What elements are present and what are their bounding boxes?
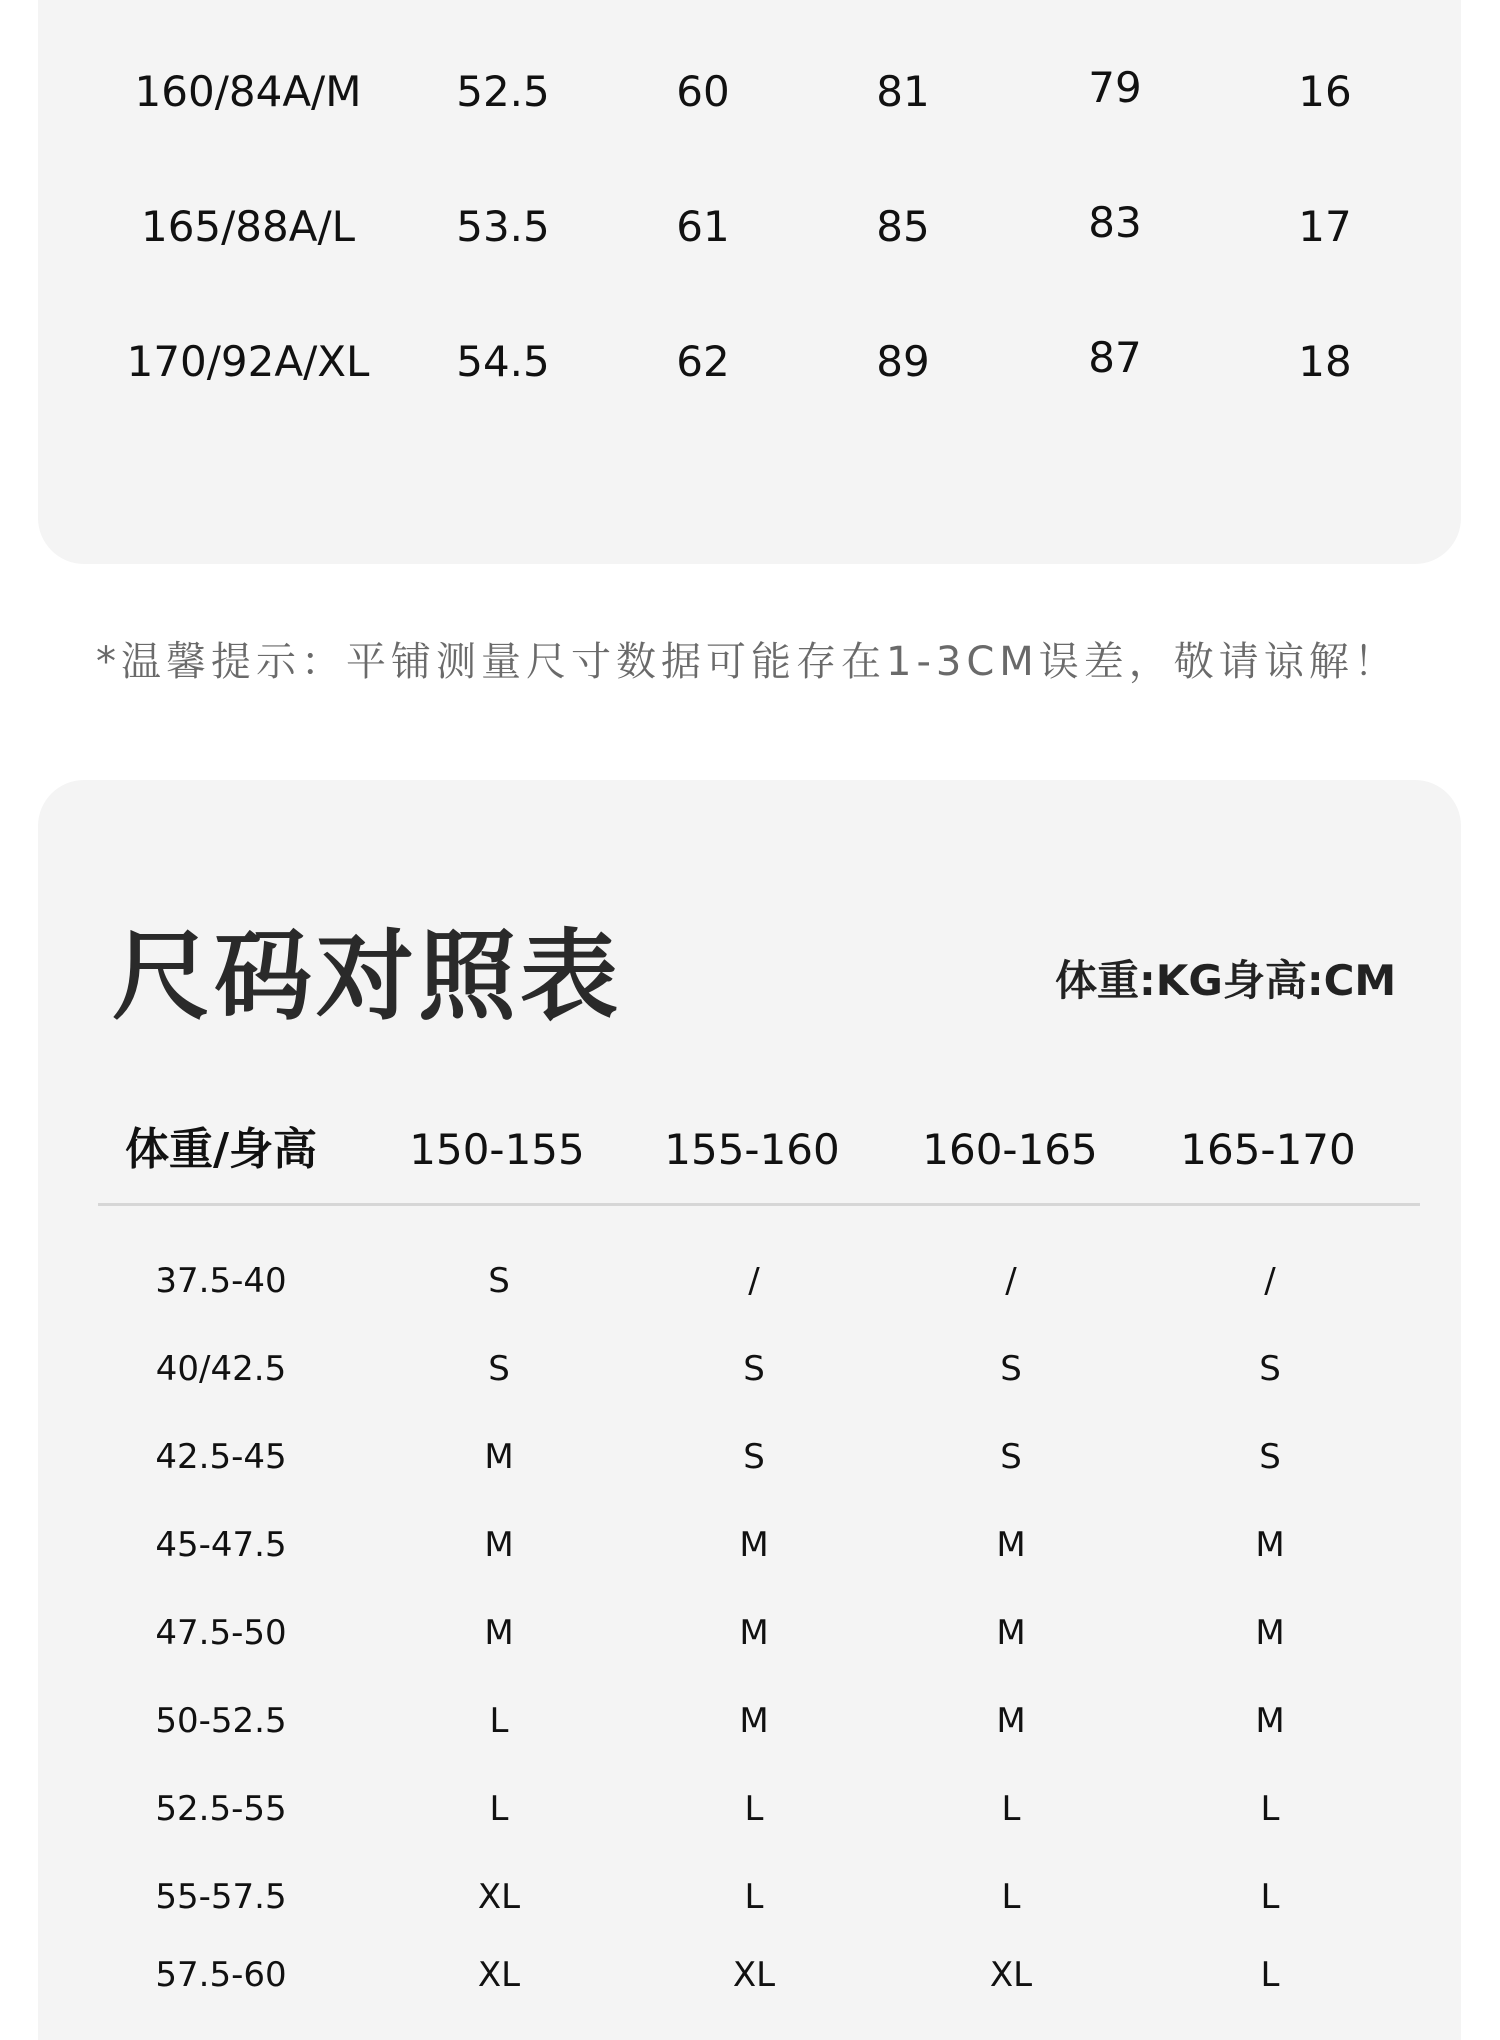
size-cell: / (748, 1261, 760, 1301)
size-cell: L (1260, 1789, 1280, 1829)
weight-range-cell: 55-57.5 (155, 1877, 287, 1917)
measurement-cell: 160/84A/M (134, 67, 362, 116)
column-header: 155-160 (664, 1125, 840, 1174)
table-row (0, 1784, 1500, 1834)
measurement-cell: 61 (676, 202, 730, 251)
size-cell: L (744, 1877, 764, 1917)
table-row (0, 1872, 1500, 1922)
page-title: 尺码对照表 (112, 920, 623, 1034)
size-cell: XL (989, 1955, 1033, 1995)
size-cell: M (996, 1525, 1026, 1565)
column-header: 150-155 (409, 1125, 585, 1174)
size-cell: L (489, 1789, 509, 1829)
size-cell: M (996, 1613, 1026, 1653)
measurement-cell: 54.5 (456, 337, 550, 386)
size-cell: M (739, 1525, 769, 1565)
size-cell: / (1264, 1261, 1276, 1301)
measurement-cell: 85 (876, 202, 930, 251)
size-cell: L (1001, 1877, 1021, 1917)
header-divider (98, 1203, 1420, 1206)
size-cell: L (489, 1701, 509, 1741)
measurement-cell: 52.5 (456, 67, 550, 116)
size-cell: S (1000, 1349, 1022, 1389)
size-cell: L (744, 1789, 764, 1829)
size-cell: L (1260, 1877, 1280, 1917)
weight-range-cell: 42.5-45 (155, 1437, 287, 1477)
units-label: 体重:KG身高:CM (1055, 956, 1397, 1005)
column-header: 160-165 (922, 1125, 1098, 1174)
table-row (0, 1950, 1500, 2000)
size-cell: XL (477, 1877, 521, 1917)
size-cell: S (1259, 1437, 1281, 1477)
measurement-cell: 79 (1088, 63, 1142, 112)
table-row (0, 1696, 1500, 1746)
column-header: 体重/身高 (124, 1124, 318, 1175)
weight-range-cell: 47.5-50 (155, 1613, 287, 1653)
size-cell: L (1260, 1955, 1280, 1995)
weight-range-cell: 50-52.5 (155, 1701, 287, 1741)
size-cell: S (1259, 1349, 1281, 1389)
size-cell: XL (732, 1955, 776, 1995)
column-header: 165-170 (1180, 1125, 1356, 1174)
measurement-row (0, 197, 1500, 257)
measurement-cell: 17 (1298, 202, 1352, 251)
table-row (0, 1344, 1500, 1394)
size-cell: S (488, 1349, 510, 1389)
table-row (0, 1256, 1500, 1306)
size-cell: M (739, 1613, 769, 1653)
weight-range-cell: 45-47.5 (155, 1525, 287, 1565)
measurement-cell: 53.5 (456, 202, 550, 251)
measurement-cell: 170/92A/XL (126, 337, 370, 386)
weight-range-cell: 52.5-55 (155, 1789, 287, 1829)
size-cell: S (743, 1437, 765, 1477)
size-cell: S (488, 1261, 510, 1301)
measurement-cell: 83 (1088, 198, 1142, 247)
table-row (0, 1608, 1500, 1658)
size-cell: M (1255, 1525, 1285, 1565)
table-row (0, 1432, 1500, 1482)
table-row (0, 1520, 1500, 1570)
measurement-cell: 60 (676, 67, 730, 116)
weight-range-cell: 40/42.5 (155, 1349, 287, 1389)
size-cell: S (743, 1349, 765, 1389)
size-cell: L (1001, 1789, 1021, 1829)
measurement-tip: *温馨提示：平铺测量尺寸数据可能存在1-3CM误差，敬请谅解！ (96, 639, 1399, 685)
measurement-cell: 165/88A/L (140, 202, 356, 251)
measurement-cell: 16 (1298, 67, 1352, 116)
size-cell: M (1255, 1701, 1285, 1741)
weight-range-cell: 57.5-60 (155, 1955, 287, 1995)
size-cell: M (1255, 1613, 1285, 1653)
size-cell: M (484, 1613, 514, 1653)
measurement-row (0, 332, 1500, 392)
measurement-cell: 62 (676, 337, 730, 386)
size-cell: / (1005, 1261, 1017, 1301)
size-cell: S (1000, 1437, 1022, 1477)
measurement-cell: 87 (1088, 333, 1142, 382)
measurement-cell: 81 (876, 67, 930, 116)
size-cell: XL (477, 1955, 521, 1995)
weight-range-cell: 37.5-40 (155, 1261, 287, 1301)
measurement-cell: 89 (876, 337, 930, 386)
size-cell: M (484, 1525, 514, 1565)
size-cell: M (739, 1701, 769, 1741)
measurement-cell: 18 (1298, 337, 1352, 386)
size-cell: M (484, 1437, 514, 1477)
measurement-row (0, 62, 1500, 122)
size-cell: M (996, 1701, 1026, 1741)
